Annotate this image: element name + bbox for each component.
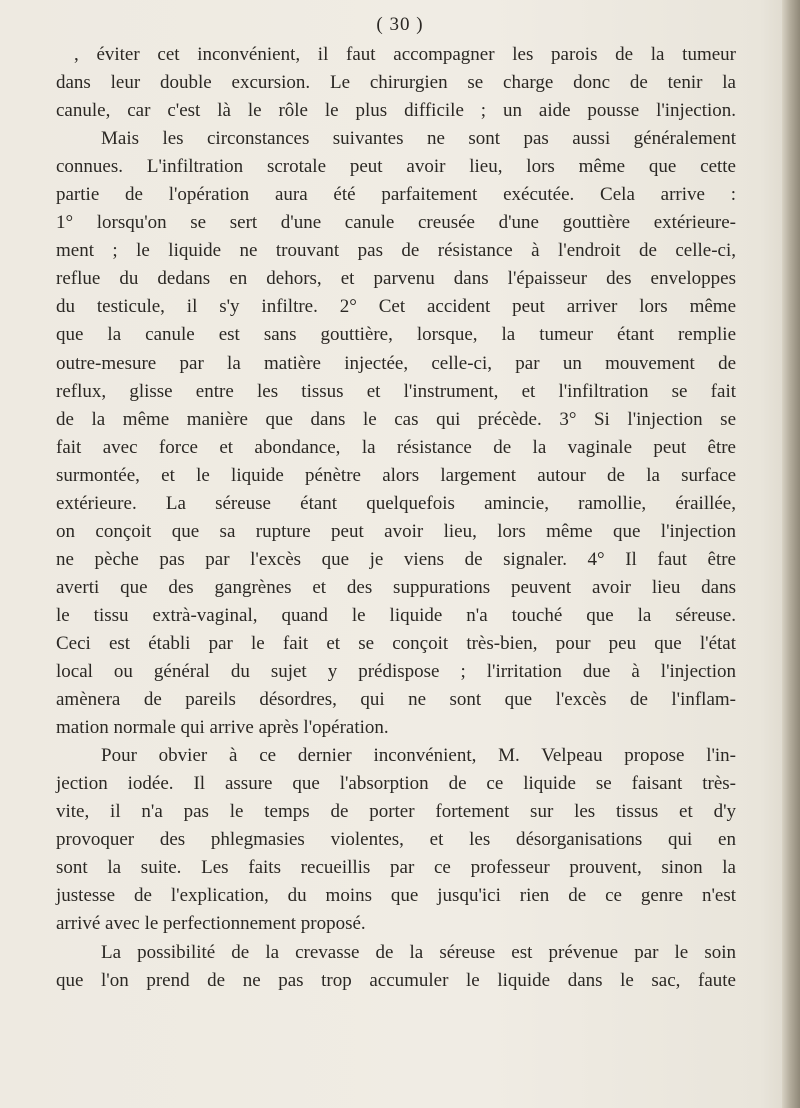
text-line: amènera de pareils désordres, qui ne sont que l'excès de l'inflam- — [56, 689, 736, 711]
text-line: , éviter cet inconvénient, il faut accompagner les parois de la tumeur — [74, 44, 736, 65]
text-line: dans leur double excursion. Le chirurgien se charge donc de tenir la — [56, 72, 736, 94]
text-line: extérieure. La séreuse étant quelquefois amincie, ramollie, éraillée, — [56, 492, 736, 514]
text-line: ne pèche pas par l'excès que je viens de signaler. 4° Il faut être — [56, 548, 736, 570]
text-line: Ceci est établi par le fait et se conçoit très-bien, pour peu que l'état — [56, 632, 736, 654]
page-edge-shadow — [782, 0, 800, 1108]
text-line: vite, il n'a pas le temps de porter fortement sur les tissus et d'y — [56, 801, 736, 823]
text-line: que l'on prend de ne pas trop accumuler le liquide dans le sac, faute — [56, 969, 736, 991]
text-line: que la canule est sans gouttière, lorsque, la tumeur étant remplie — [56, 324, 736, 346]
text-line: mation normale qui arrive après l'opération. — [56, 717, 389, 739]
text-line: connues. L'infiltration scrotale peut avoir lieu, lors même que cette — [56, 156, 736, 178]
text-line: le tissu extrà-vaginal, quand le liquide n'a touché que la séreuse. — [56, 604, 736, 626]
text-line: 1° lorsqu'on se sert d'une canule creusée d'une gouttière extérieure- — [56, 212, 736, 234]
text-line: de la même manière que dans le cas qui précède. 3° Si l'injection se — [56, 408, 736, 430]
text-line: provoquer des phlegmasies violentes, et les désorganisations qui en — [56, 829, 736, 851]
page-text — [56, 41, 736, 995]
text-line: arrivé avec le perfectionnement proposé. — [56, 913, 366, 935]
text-line: surmontée, et le liquide pénètre alors largement autour de la surface — [56, 464, 736, 486]
text-line: reflux, glisse entre les tissus et l'instrument, et l'infiltration se fait — [56, 380, 736, 402]
text-line: jection iodée. Il assure que l'absorption de ce liquide se faisant très- — [56, 773, 736, 795]
page-number: ( 30 ) — [376, 14, 424, 35]
text-line: Pour obvier à ce dernier inconvénient, M. Velpeau propose l'in- — [101, 745, 736, 767]
text-line: La possibilité de la crevasse de la séreuse est prévenue par le soin — [101, 941, 736, 963]
text-line: reflue du dedans en dehors, et parvenu dans l'épaisseur des enveloppes — [56, 268, 736, 290]
text-line: fait avec force et abondance, la résistance de la vaginale peut être — [56, 436, 736, 458]
text-line: ment ; le liquide ne trouvant pas de résistance à l'endroit de celle-ci, — [56, 240, 736, 262]
text-line: canule, car c'est là le rôle le plus difficile ; un aide pousse l'injection. — [56, 100, 736, 122]
text-line: local ou général du sujet y prédispose ; l'irritation due à l'injection — [56, 661, 736, 683]
text-line: partie de l'opération aura été parfaitement exécutée. Cela arrive : — [56, 184, 736, 206]
text-line: justesse de l'explication, du moins que jusqu'ici rien de ce genre n'est — [56, 885, 736, 907]
text-line: sont la suite. Les faits recueillis par ce professeur prouvent, sinon la — [56, 857, 736, 879]
text-line: outre-mesure par la matière injectée, celle-ci, par un mouvement de — [56, 352, 736, 374]
text-line: on conçoit que sa rupture peut avoir lieu, lors même que l'injection — [56, 520, 736, 542]
text-line: du testicule, il s'y infiltre. 2° Cet accident peut arriver lors même — [56, 296, 736, 318]
text-line: Mais les circonstances suivantes ne sont pas aussi généralement — [101, 128, 736, 150]
text-line: averti que des gangrènes et des suppurations peuvent avoir lieu dans — [56, 576, 736, 598]
